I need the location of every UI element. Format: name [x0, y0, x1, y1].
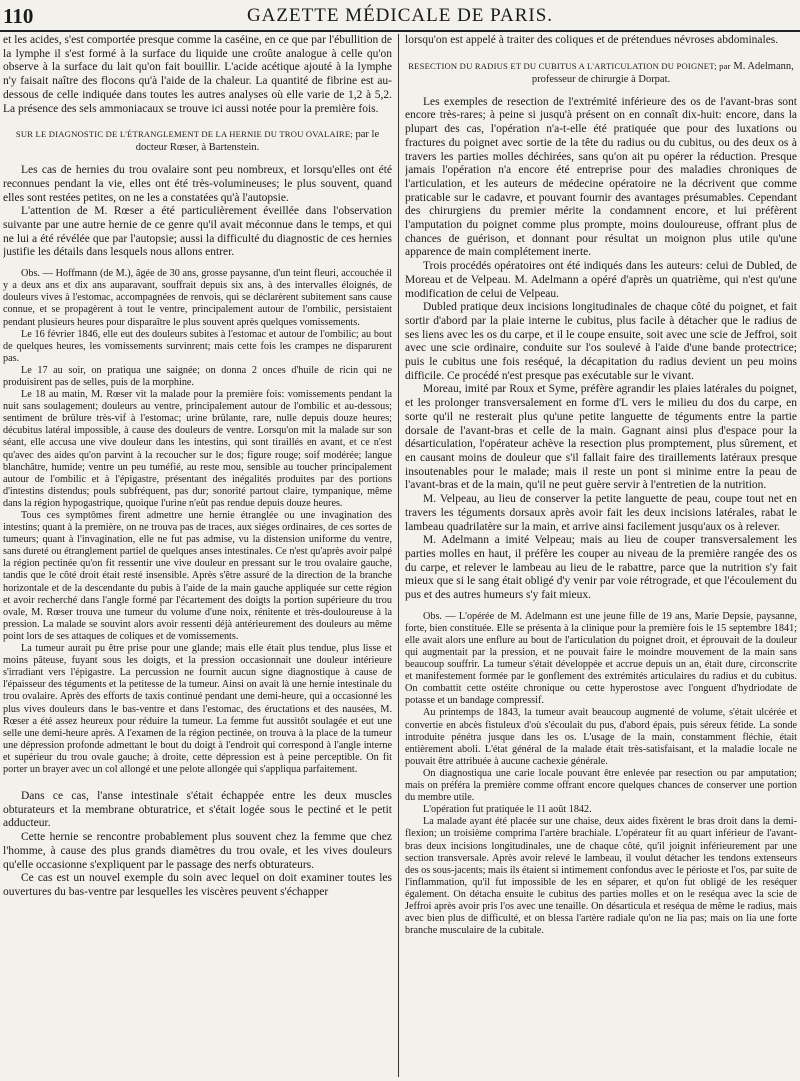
observation-paragraph: L'opération fut pratiquée le 11 août 1842.	[423, 804, 592, 816]
paragraph: Trois procédés opératoires ont été indiqués dans les auteurs: celui de Dubled, de Moreau et de Velpeau. M. Adelmann a opéré d'après un quatrième, qui n'est qu'une modification de celui de Velpeau.	[405, 260, 797, 300]
paragraph: Les cas de hernies du trou ovalaire sont peu nombreux, et lorsqu'elles ont été reconnues pendant la vie, elles ont été très-volumineuses; le plus souvent, quand elles sont restées petites, on ne les a constatées qu'à l'autopsie.	[3, 164, 392, 204]
left-column	[3, 34, 392, 1077]
journal-title: GAZETTE MÉDICALE DE PARIS.	[246, 5, 554, 26]
paragraph: Dubled pratique deux incisions longitudinales de chaque côté du poignet, et fait sortir d'abord par la plaie interne le cubitus, plus facile à détacher que le radius de ses liens avec les os du carpe, et il le coupe ensuite, soit avec une scie de Jeffroi, soit avec une scie ordinaire, conduite sur l'os soulevé à l'aide d'une bande protectrice; puis le cubitus une fois reséqué, la décapitation du radius devient un peu moins difficile. Ce procédé n'est presque pas exécutable sur le vivant.	[405, 301, 797, 382]
paragraph: M. Adelmann a imité Velpeau; mais au lieu de couper transversalement les parties molles en haut, il préfère les couper au niveau de la première rangée des os du carpe, et relever le lambeau au lieu de le rabattre, parce que la nutrition s'y fait mieux que si le sang était obligé d'y venir par voie rétrograde, et que l'écoulement du pus et des autres humeurs s'y fait mieux.	[405, 534, 797, 602]
article-title: SUR LE DIAGNOSTIC DE L'ÉTRANGLEMENT DE LA HERNIE DU TROU OVALAIRE;	[15, 129, 353, 140]
page-number: 110	[3, 4, 34, 28]
paragraph: Dans ce cas, l'anse intestinale s'était échappée entre les deux muscles obturateurs et la membrane obturatrice, et s'était logée sous le pectiné et le petit adducteur.	[3, 790, 392, 830]
observation-paragraph: Le 18 au matin, M. Rœser vit la malade pour la première fois: vomissements pendant la nuit sans soulagement; douleurs au ventre, principalement autour de l'ombilic et au-dessous; sentiment de brûlure très-vif à l'estomac; urine brûlante, rare, nulle depuis douze heures; décubitus latéral impossible, à cause des douleurs de ventre. Lorsqu'on mit la malade sur son séant, elle accusa une vive douleur dans les intestins, qui sont tiraillés en avant, et ce n'est qu'avec des aides qu'on parvint à la recoucher sur le dos; figure rouge; soif modérée; langue blanchâtre, humide; ventre un peu tuméfié, au reste mou, sensible au toucher principalement autour de l'ombilic et à l'épigastre, présentant des inégalités produites par des portions d'intestins distendus; pouls subfréquent, pas dur; sonorité partout claire, tympanique, même dans la région hypogastrique, quoique l'urine n'eût pas rendue depuis douze heures.	[3, 389, 392, 509]
page-header	[0, 0, 800, 32]
article-title: RESECTION DU RADIUS ET DU CUBITUS A L'ARTICULATION DU POIGNET; par	[408, 60, 731, 71]
article-author: par le docteur Rœser, à Bartenstein.	[135, 129, 380, 154]
right-column	[405, 34, 797, 1077]
observation-paragraph: Le 16 février 1846, elle eut des douleurs subites à l'estomac et autour de l'ombilic; au bout de quelques heures, les vomissements survinrent; mais cette fois les crampes ne disparurent pas.	[3, 328, 392, 364]
column-divider	[398, 34, 399, 1077]
observation-paragraph: On diagnostiqua une carie locale pouvant être enlevée par resection ou par amputation; mais on préféra la première comme offrant encore quelques chances de conserver une portion du membre utile.	[405, 767, 797, 804]
paragraph: M. Velpeau, au lieu de conserver la petite languette de peau, coupe tout net en travers les téguments dorsaux après avoir fait les deux incisions latérales, rabat le lambeau quadrilatère sur la main, et arrive ainsi facilement jusqu'aux os à relever.	[405, 493, 797, 533]
intro-paragraph: et les acides, s'est comportée presque comme la caséine, en ce que par l'ébullition de la lymphe il s'est formé à la surface du liquide une croûte analogue à celle qu'on observe à la surface du lait qu'on fait bouillir. L'acide acétique ajouté à la lymphe n'y faisait naître des flocons qu'à l'aide de la chaleur. La quantité de fibrine est au-dessous de celle indiquée dans toutes les autres analyses où elle varie de 1,2 à 5,2. La présence des sels ammoniacaux se trouve ici aussi notée pour la première fois.	[3, 34, 392, 115]
observation-paragraph: Obs. — Hoffmann (de M.), âgée de 30 ans, grosse paysanne, d'un teint fleuri, accouchée il y a deux ans et dix ans auparavant, souffrait depuis six ans, à des intervalles éloignés, de douleurs vives à l'estomac, accompagnées de renvois, qui se déclarèrent subitement sans cause connue, et se propagèrent à tout le ventre, principalement autour de l'ombilic, persistaient pendant plusieurs heures pour disparaître le plus souvent après quelques vomissements.	[3, 268, 392, 328]
observation-paragraph: Au printemps de 1843, la tumeur avait beaucoup augmenté de volume, s'était ulcérée et convertie en abcès fistuleux d'où s'écoulait du pus, d'abord épais, puis séreux fétide. La sonde introduite pénétra jusque dans les os. L'usage de la main, constamment fléchie, était entièrement aboli. L'état général de la malade était très-satisfaisant, et la maladie locale ne pouvait être attribuée à aucune cachexie générale.	[405, 707, 797, 767]
article-heading-hernia	[3, 128, 392, 154]
paragraph: Moreau, imité par Roux et Syme, préfère agrandir les plaies latérales du poignet, et les prolonger transversalement en forme d'L vers le milieu du dos du carpe, en sorte qu'il ne resterait plus qu'une petite languette de téguments entre la partie dorsale de l'avant-bras et celle de la main. Gagnant ainsi plus d'espace pour la désarticulation, l'opérateur achève la resection plus promptement, plus sûrement, et en causant moins de douleur que s'il fallait faire des tiraillements latéraux presque insoutenables pour le malade; mais il reste un pont si minime entre la peau de l'avant-bras et de la main, qu'il ne peut guère servir à l'entretien de la nutrition.	[405, 383, 797, 492]
paragraph: Ce cas est un nouvel exemple du soin avec lequel on doit examiner toutes les ouvertures du bas-ventre par lesquelles les viscères peuvent s'échapper	[3, 872, 392, 898]
observation-paragraph: La tumeur aurait pu être prise pour une glande; mais elle était plus tendue, plus lisse et moins pâteuse, fuyant sous les doigts, et la pression occasionnait une douleur intérieure s'irradiant vers l'épigastre. La percussion ne fournit aucun signe diagnostique à cause de l'épaisseur des téguments et la petitesse de la tumeur. Ainsi on avait là une hernie intestinale du trou ovalaire. Après des efforts de taxis continué pendant une demi-heure, qui a occasionné les plus vives douleurs dans le bas-ventre et dans l'estomac, des éructations et des nausées, M. Rœser a été assez heureux pour réduire la tumeur. La femme fut aussitôt soulagée et eut une selle une demi-heure après. A l'examen de la région pectinée, on trouva à la place de la tumeur une dépression profonde admettant le bout du doigt à l'endroit qui correspond à l'angle interne et supérieur du trou ovale gauche; à droite, cette dépression est à peine perceptible. On fit porter un brayer avec un col allongé et une pelote allongée qui s'appliqua parfaitement.	[3, 643, 392, 775]
observation-paragraph: Tous ces symptômes firent admettre une hernie étranglée ou une invagination des intestins; quant à la première, on ne trouva pas de traces, aux siéges ordinaires, de ces sortes de tumeurs; quant à l'invagination, elle ne fut pas admise, vu la distension uniforme du ventre, sans dureté ou étranglement partiel de quelques anses intestinales. Ce n'est qu'après avoir palpé la région pectinée qu'on fit ressentir une vive douleur en pressant sur le trou ovalaire gauche, tandis que le côté droit était resté insensible. Après s'être assuré de la direction de la branche horizontale et de la descendante du pubis à l'aide de la main gauche appliquée sur cette région et avoir recherché dans l'angle formé par l'écartement des doigts la portion supérieure du trou ovale, M. Rœser trouva une tumeur du volume d'une noix, rénitente et très-douloureuse à la pression. La malade se souvint alors avoir ressenti déjà antérieurement des douleurs au même point lors de ses attaques de coliques et de vomissements.	[3, 510, 392, 642]
observation-paragraph: La malade ayant été placée sur une chaise, deux aides fixèrent le bras droit dans la demi-flexion; un troisième comprima l'artère brachiale. L'opérateur fit au quart inférieur de l'avant-bras deux incisions longitudinales, une de chaque côté, qu'il joignit inférieurement par une section transversale. Après avoir relevé le lambeau, il voulut détacher les tendons extenseurs des os sous-jacents; mais ils étaient si intimement confondus avec le périoste et l'os, par suite de l'inflammation, qu'il fut impossible de les en séparer, et qu'on fut obligé de les reséquer également. On détacha ensuite le cubitus des parties molles et on le reséqua avec la scie de Jeffroi après avoir pris l'os avec une tenaille. On désarticula et reséqua de même le radius, mais avec bien plus de difficulté, et on blessa l'artère radiale qu'on ne lia pas; mais on lia une forte branche musculaire de la cubitale.	[405, 816, 797, 937]
observation-paragraph: Obs. — L'opérée de M. Adelmann est une jeune fille de 19 ans, Marie Depsie, paysanne, forte, bien constituée. Elle se présenta à la clinique pour la première fois le 15 septembre 1841; elle avait alors une enflure au bout de l'articulation du poignet droit, et éprouvait de la douleur qui augmentait par la pression, et ne pouvait faire le moindre mouvement de la main sans beaucoup souffrir. La tumeur s'était développée et accrue depuis un an, était dure, circonscrite et manifestement formée par le gonflement des extrémités articulaires du radius et du cubitus. On combattit cette ostéite chronique ou cette hyperostose avec l'onguent d'hydriodate de potasse et un bandage compressif.	[405, 610, 797, 707]
article-heading-resection	[405, 60, 797, 86]
observation-paragraph: Le 17 au soir, on pratiqua une saignée; on donna 2 onces d'huile de ricin qui ne produisirent pas de selles, puis de la morphine.	[3, 364, 392, 388]
paragraph: Cette hernie se rencontre probablement plus souvent chez la femme que chez l'homme, à cause des plus grands diamètres du trou ovale, et les vives douleurs qu'elle occasionne s'expliquent par le passage des nerfs obturateurs.	[3, 831, 392, 871]
article-author: M. Adelmann, professeur de chirurgie à Dorpat.	[531, 60, 794, 85]
paragraph: Les exemples de resection de l'extrémité inférieure des os de l'avant-bras sont encore très-rares; à peine si jusqu'à présent on en connaît dix-huit: encore, dans la plupart des cas, l'opération n'a-t-elle été pratiquée que pour des luxations ou fractures du poignet avec sortie de la tête du radius ou du cubitus, ou des deux os à travers les parties molles déchirées, sans qu'on ait pu opérer la réduction. Presque jamais l'opération n'a encore été entreprise pour des maladies chroniques de l'articulation, et les auteurs de médecine opératoire ne la décrivent que comme praticable sur le cadavre, et pouvant fournir des avantages présumables. Cependant des chirurgiens du premier mérite la condamnent encore, et lui préfèrent l'amputation du poignet comme plus prompte, moins douloureuse, offrant plus de chances de guérison, et donnant pour résultat un moignon plus utile qu'une apparence de main complétement inerte.	[405, 95, 797, 259]
paragraph: L'attention de M. Rœser a été particulièrement éveillée dans l'observation suivante par une autre hernie de ce genre qu'il avait méconnue dans le temps, et qui ne lui a été révélée que par l'autopsie; aussi la difficulté du diagnostic de ces hernies justifie les détails dans lesquels nous allons entrer.	[3, 205, 392, 259]
continuation-paragraph: lorsqu'on est appelé à traiter des coliques et de prétendues névroses abdominales.	[405, 34, 779, 46]
